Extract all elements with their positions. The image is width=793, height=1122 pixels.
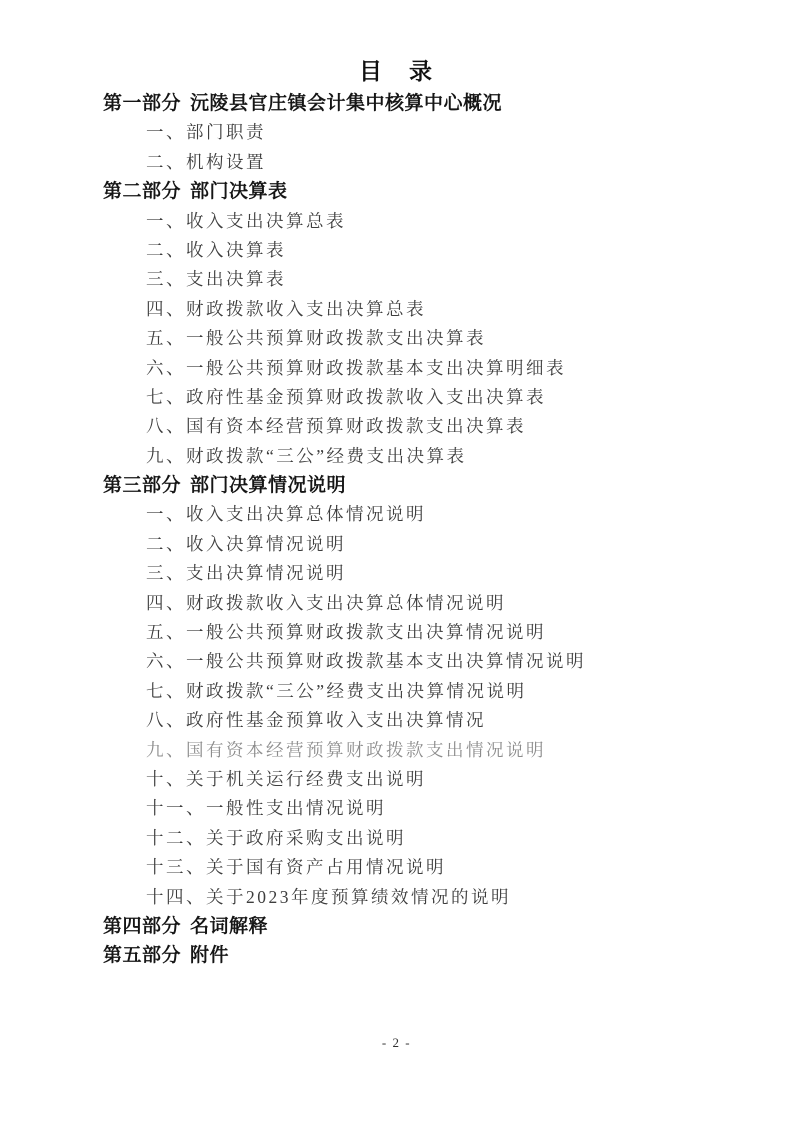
page-title: 目 录 <box>359 58 434 84</box>
section-title: 名词解释 <box>190 915 269 937</box>
toc-item: 一、收入支出决算总体情况说明 <box>146 504 426 525</box>
toc-item: 三、支出决算表 <box>146 269 286 290</box>
section-label: 第五部分 <box>103 945 182 967</box>
section-title: 附件 <box>190 945 230 967</box>
section-heading <box>0 471 793 500</box>
page-number: - 2 - <box>381 1035 412 1050</box>
section-title: 部门决算表 <box>190 181 288 203</box>
toc-item: 三、支出决算情况说明 <box>146 563 346 584</box>
section-label: 第三部分 <box>103 475 182 497</box>
toc-item: 五、一般公共预算财政拨款支出决算表 <box>146 328 486 349</box>
toc-item: 二、收入决算表 <box>146 239 286 260</box>
toc-item: 十、关于机关运行经费支出说明 <box>146 768 426 789</box>
toc-item: 二、收入决算情况说明 <box>146 533 346 554</box>
toc-item: 一、部门职责 <box>146 122 266 143</box>
section-title: 沅陵县官庄镇会计集中核算中心概况 <box>190 93 503 114</box>
toc-item: 六、一般公共预算财政拨款基本支出决算情况说明 <box>146 651 586 672</box>
toc-item: 八、国有资本经营预算财政拨款支出决算表 <box>146 416 526 437</box>
toc-item: 九、国有资本经营预算财政拨款支出情况说明 <box>146 739 546 760</box>
section-heading <box>0 941 793 970</box>
toc-item: 九、财政拨款“三公”经费支出决算表 <box>146 445 467 466</box>
toc-item: 十四、关于2023年度预算绩效情况的说明 <box>146 886 511 907</box>
toc-item: 四、财政拨款收入支出决算总体情况说明 <box>146 592 506 613</box>
toc-item: 六、一般公共预算财政拨款基本支出决算明细表 <box>146 357 566 378</box>
toc-item: 二、机构设置 <box>146 151 266 172</box>
section-label: 第二部分 <box>103 181 182 203</box>
toc-item: 八、政府性基金预算收入支出决算情况 <box>146 710 486 731</box>
table-of-contents <box>0 89 793 971</box>
toc-item: 十三、关于国有资产占用情况说明 <box>146 857 446 878</box>
section-heading <box>0 89 793 118</box>
toc-item: 一、收入支出决算总表 <box>146 210 346 231</box>
toc-item: 七、政府性基金预算财政拨款收入支出决算表 <box>146 386 546 407</box>
toc-item: 十二、关于政府采购支出说明 <box>146 827 406 848</box>
toc-item: 四、财政拨款收入支出决算总表 <box>146 298 426 319</box>
section-heading <box>0 912 793 941</box>
toc-item: 十一、一般性支出情况说明 <box>146 798 386 819</box>
toc-item: 七、财政拨款“三公”经费支出决算情况说明 <box>146 680 527 701</box>
section-label: 第一部分 <box>103 93 182 114</box>
section-title: 部门决算情况说明 <box>190 475 347 497</box>
section-heading <box>0 177 793 206</box>
section-label: 第四部分 <box>103 915 182 937</box>
page-footer <box>0 1035 793 1051</box>
toc-item: 五、一般公共预算财政拨款支出决算情况说明 <box>146 622 546 643</box>
